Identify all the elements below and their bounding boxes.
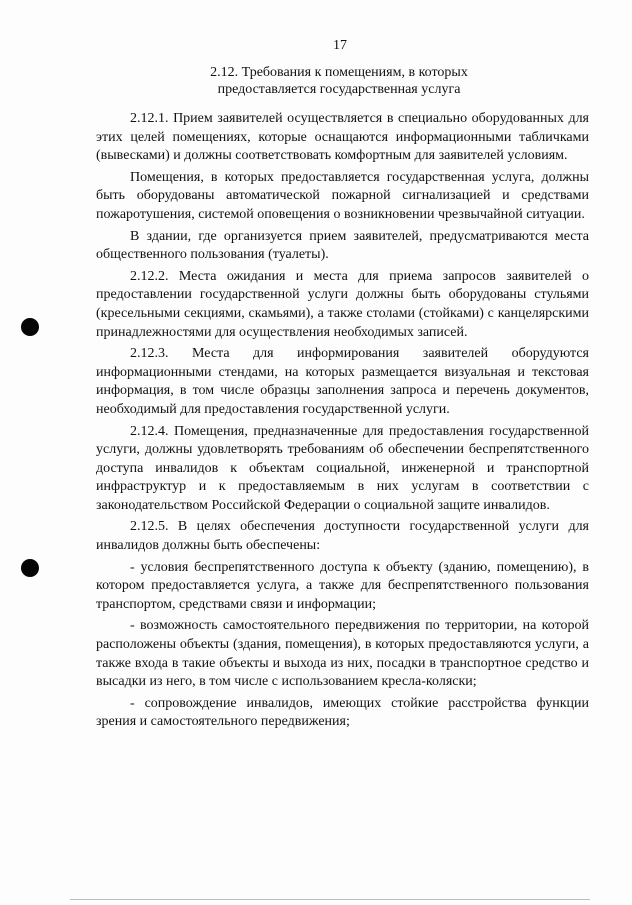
punch-hole-top [21,318,39,336]
scan-edge-line [70,899,590,900]
punch-hole-bottom [21,559,39,577]
section-heading [96,64,582,98]
list-item-escort: - сопровождение инвалидов, имеющих стойкие расстройства функции зрения и самостоятельного передвижения; [96,695,589,730]
section-heading-line-1: 2.12. Требования к помещениям, в которых [210,65,468,80]
paragraph-2-12-1: 2.12.1. Прием заявителей осуществляется в специально оборудованных для этих целей помещениях, которые оснащаются информационными табличками (вывесками) и должны соответствовать комфортным для заявителей условиям. [96,111,589,164]
paragraph-2-12-5: 2.12.5. В целях обеспечения доступности государственной услуги для инвалидов должны быть обеспечены: [96,519,589,554]
section-heading-line-2: предоставляется государственная услуга [217,82,461,97]
paragraph-fire-safety: Помещения, в которых предоставляется государственная услуга, должны быть оборудованы автоматической пожарной сигнализацией и средствами пожаротушения, системой оповещения о возникновении чрезвычайной ситуации. [96,169,589,222]
list-item-access-conditions: - условия беспрепятственного доступа к объекту (зданию, помещению), в котором предоставляется услуга, а также для беспрепятственного пользования транспортом, средствами связи и информации; [96,559,589,612]
paragraph-2-12-4: 2.12.4. Помещения, предназначенные для предоставления государственной услуги, должны удовлетворять требованиям об обеспечении беспрепятственного доступа инвалидов к объектам социальной, инженерной и транспортной инфраструктур и к предоставляемым в них услугам в соответствии с законодательством Российской Федерации о социальной защите инвалидов. [96,423,589,513]
paragraph-restrooms: В здании, где организуется прием заявителей, предусматриваются места общественного пользования (туалеты). [96,228,589,263]
paragraph-2-12-3: 2.12.3. Места для информирования заявителей оборудуются информационными стендами, на которых размещается визуальная и текстовая информация, в том числе образцы заполнения запроса и перечень документов, необходимый для предоставления государственной услуги. [96,346,589,417]
paragraph-2-12-2: 2.12.2. Места ожидания и места для приема запросов заявителей о предоставлении государственной услуги должны быть оборудованы стульями (кресельными секциями, скамьями), а также столами (стойками) с канцелярскими принадлежностями для осуществления необходимых записей. [96,268,589,340]
list-item-independent-movement: - возможность самостоятельного передвижения по территории, на которой расположены объекты (здания, помещения), в которых предоставляются услуги, а также входа в такие объекты и выхода из них, посадки в транспортное средство и высадки из него, в том числе с использованием кресла-коляски; [96,618,589,690]
document-body [96,110,589,735]
page-number: 17 [333,38,347,53]
